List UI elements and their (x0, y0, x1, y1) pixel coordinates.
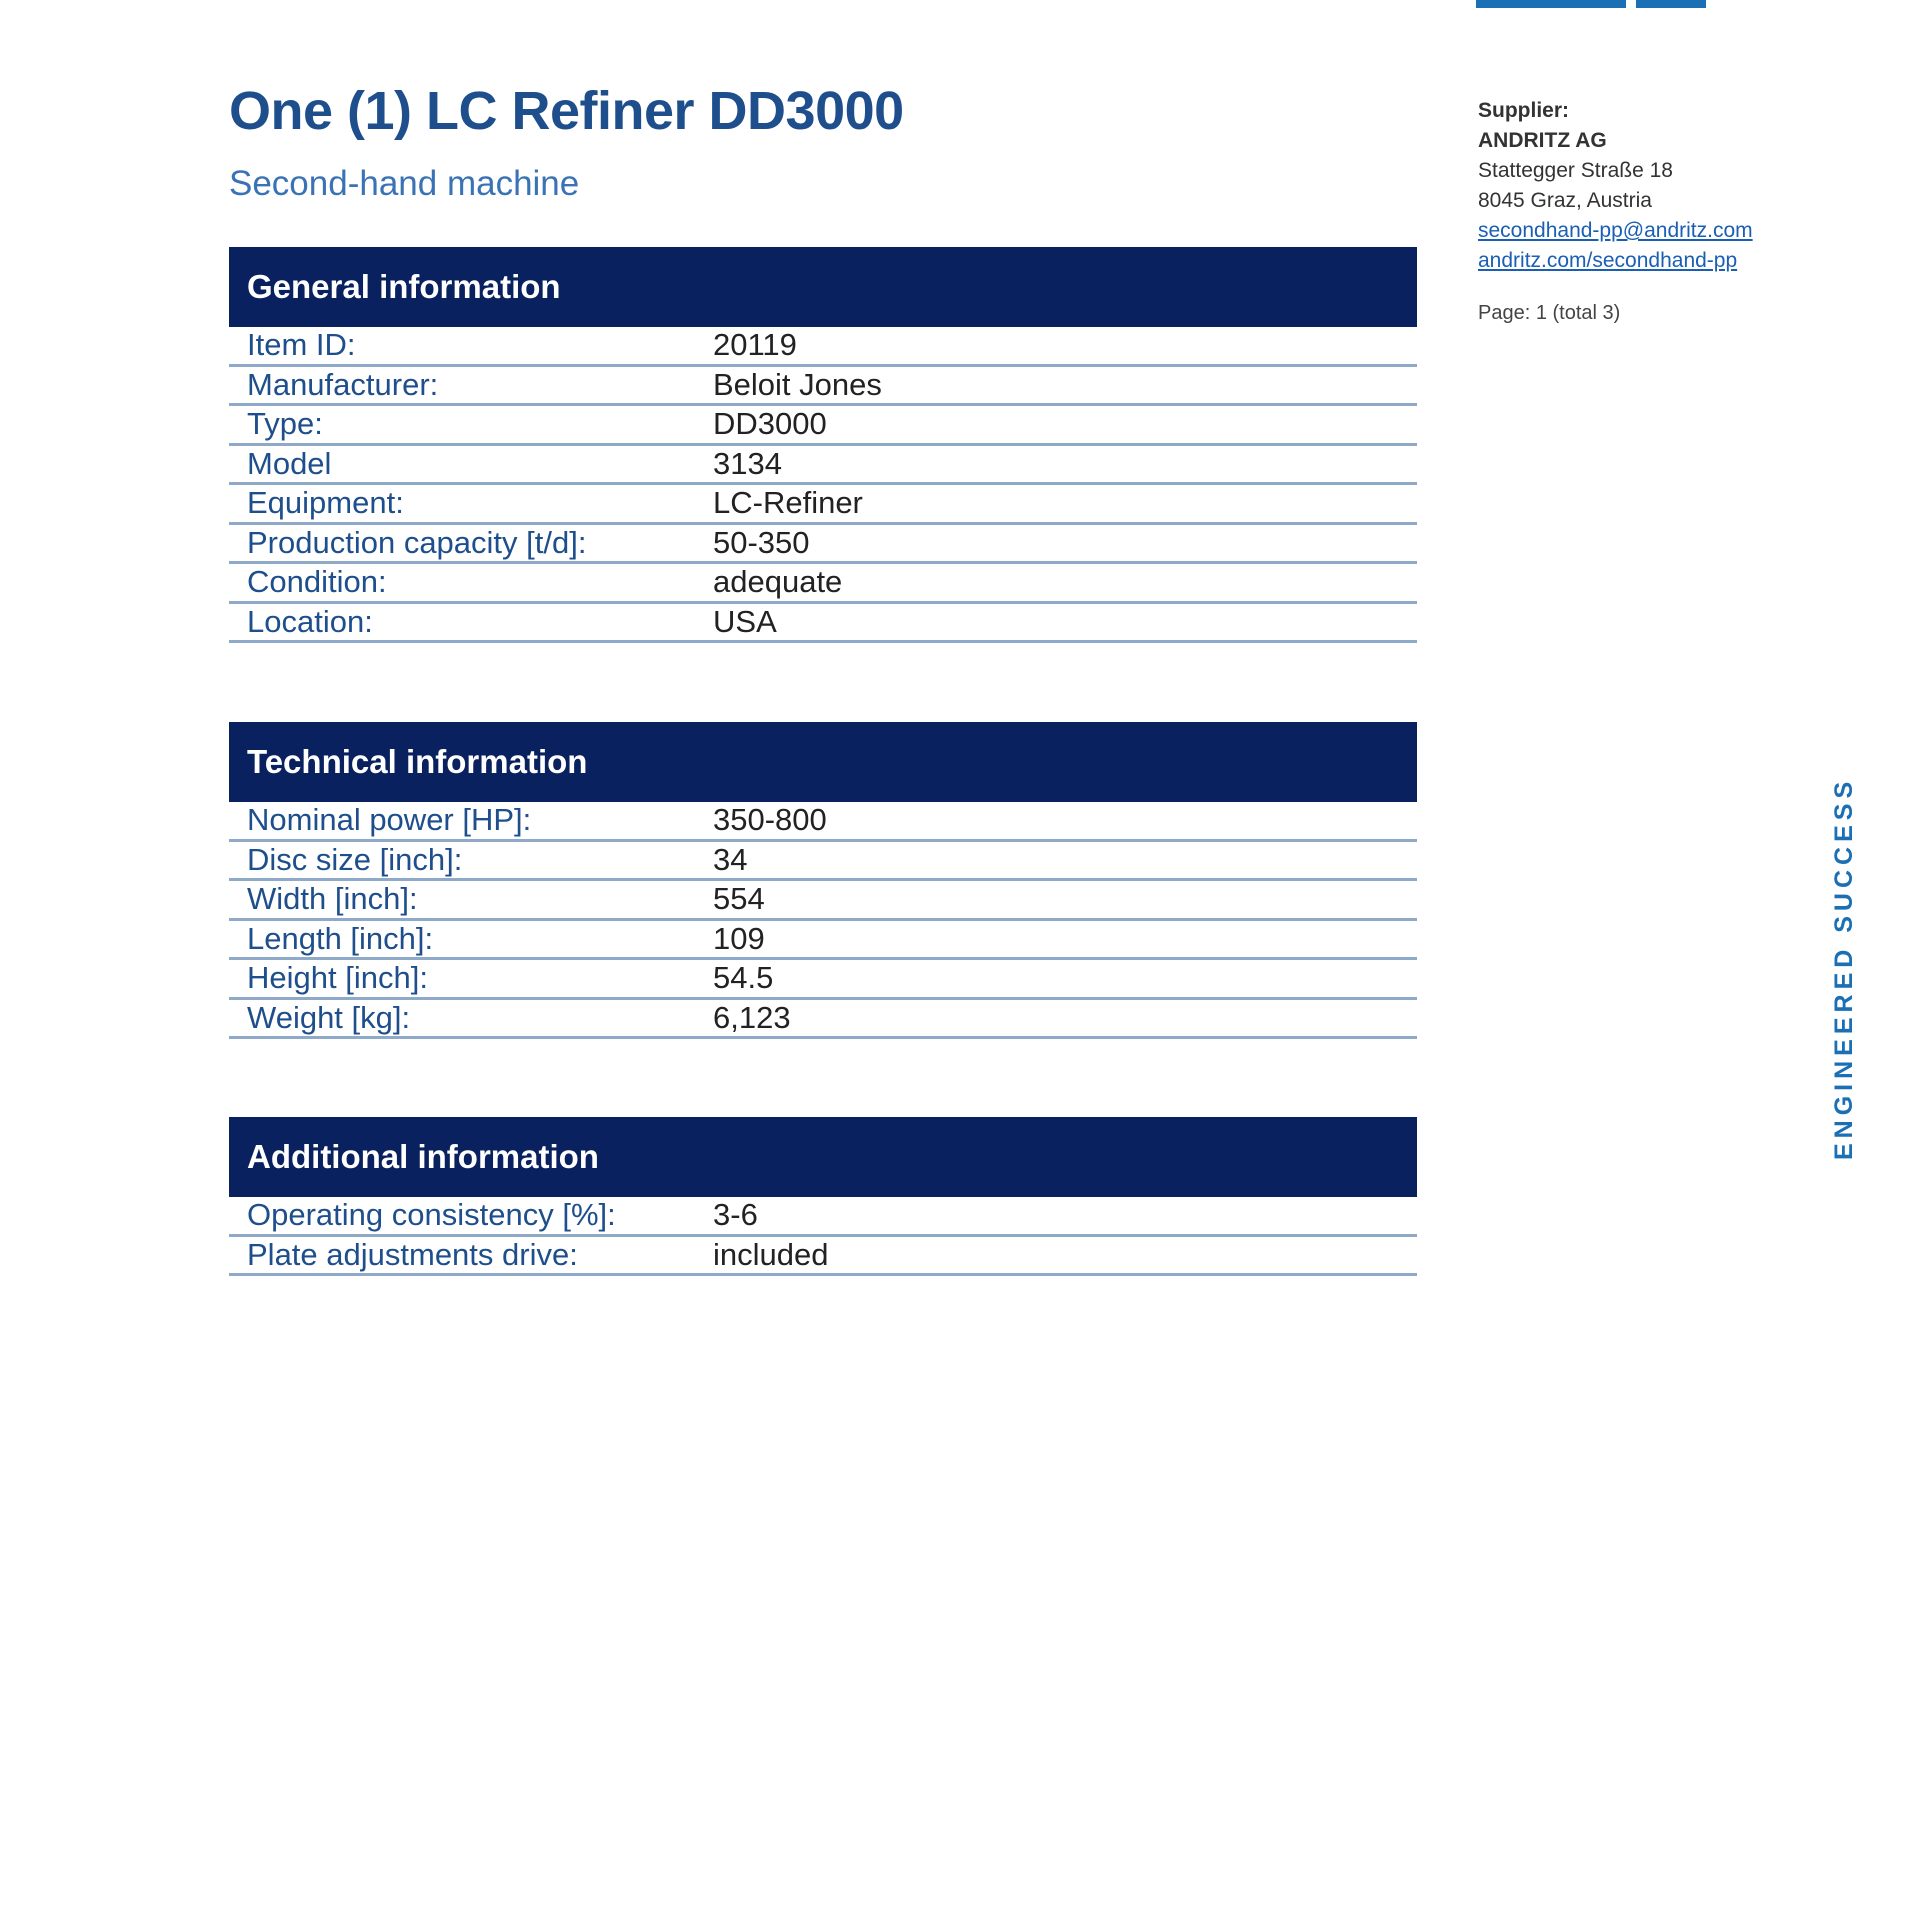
table-row (229, 960, 1417, 1000)
row-label: Condition: (247, 564, 387, 600)
table-row (229, 525, 1417, 565)
table-row (229, 881, 1417, 921)
row-value: 3134 (713, 445, 782, 481)
row-label: Location: (247, 603, 373, 639)
supplier-email-link[interactable]: secondhand-pp@andritz.com (1478, 219, 1753, 242)
row-value: included (713, 1236, 829, 1272)
row-label: Plate adjustments drive: (247, 1236, 578, 1272)
row-label: Length [inch]: (247, 920, 434, 956)
row-value: 350-800 (713, 802, 827, 838)
row-label: Width [inch]: (247, 881, 418, 917)
table-row (229, 1000, 1417, 1040)
supplier-website-link[interactable]: andritz.com/secondhand-pp (1478, 249, 1738, 272)
row-value: 50-350 (713, 524, 810, 560)
additional-information-section (229, 1117, 1417, 1276)
row-label: Production capacity [t/d]: (247, 524, 587, 560)
supplier-city: 8045 Graz, Austria (1478, 189, 1652, 212)
row-value: 54.5 (713, 960, 774, 996)
section-header: General information (229, 247, 1417, 327)
table-row (229, 604, 1417, 644)
section-header: Additional information (229, 1117, 1417, 1197)
row-label: Manufacturer: (247, 366, 439, 402)
row-value: 109 (713, 920, 765, 956)
row-value: DD3000 (713, 406, 827, 442)
row-value: 6,123 (713, 999, 791, 1035)
table-row (229, 485, 1417, 525)
table-row (229, 564, 1417, 604)
row-label: Type: (247, 406, 323, 442)
row-label: Equipment: (247, 485, 404, 521)
table-row (229, 1237, 1417, 1277)
table-row (229, 327, 1417, 367)
table-row (229, 406, 1417, 446)
table-row (229, 1197, 1417, 1237)
supplier-block (1478, 96, 1753, 276)
logo-bar-left (1476, 0, 1626, 8)
tagline: ENGINEERED SUCCESS (1830, 776, 1858, 1160)
row-label: Nominal power [HP]: (247, 802, 532, 838)
row-label: Model (247, 445, 332, 481)
row-value: 3-6 (713, 1197, 758, 1233)
row-value: USA (713, 603, 777, 639)
row-value: LC-Refiner (713, 485, 863, 521)
general-information-section (229, 247, 1417, 643)
table-row (229, 921, 1417, 961)
document-title: One (1) LC Refiner DD3000 (229, 81, 904, 141)
row-value: 34 (713, 841, 748, 877)
logo-bar-right (1636, 0, 1706, 8)
table-row (229, 367, 1417, 407)
row-label: Disc size [inch]: (247, 841, 463, 877)
document-subtitle: Second-hand machine (229, 164, 580, 203)
row-value: 20119 (713, 327, 797, 363)
table-row (229, 446, 1417, 486)
row-value: Beloit Jones (713, 366, 882, 402)
table-row (229, 842, 1417, 882)
row-value: adequate (713, 564, 843, 600)
row-label: Operating consistency [%]: (247, 1197, 616, 1233)
supplier-street: Stattegger Straße 18 (1478, 159, 1673, 182)
row-label: Item ID: (247, 327, 356, 363)
page-info: Page: 1 (total 3) (1478, 302, 1621, 324)
section-header: Technical information (229, 722, 1417, 802)
supplier-company: ANDRITZ AG (1478, 129, 1607, 152)
row-value: 554 (713, 881, 765, 917)
table-row (229, 802, 1417, 842)
row-label: Height [inch]: (247, 960, 428, 996)
supplier-heading: Supplier: (1478, 99, 1570, 122)
row-label: Weight [kg]: (247, 999, 411, 1035)
technical-information-section (229, 722, 1417, 1039)
